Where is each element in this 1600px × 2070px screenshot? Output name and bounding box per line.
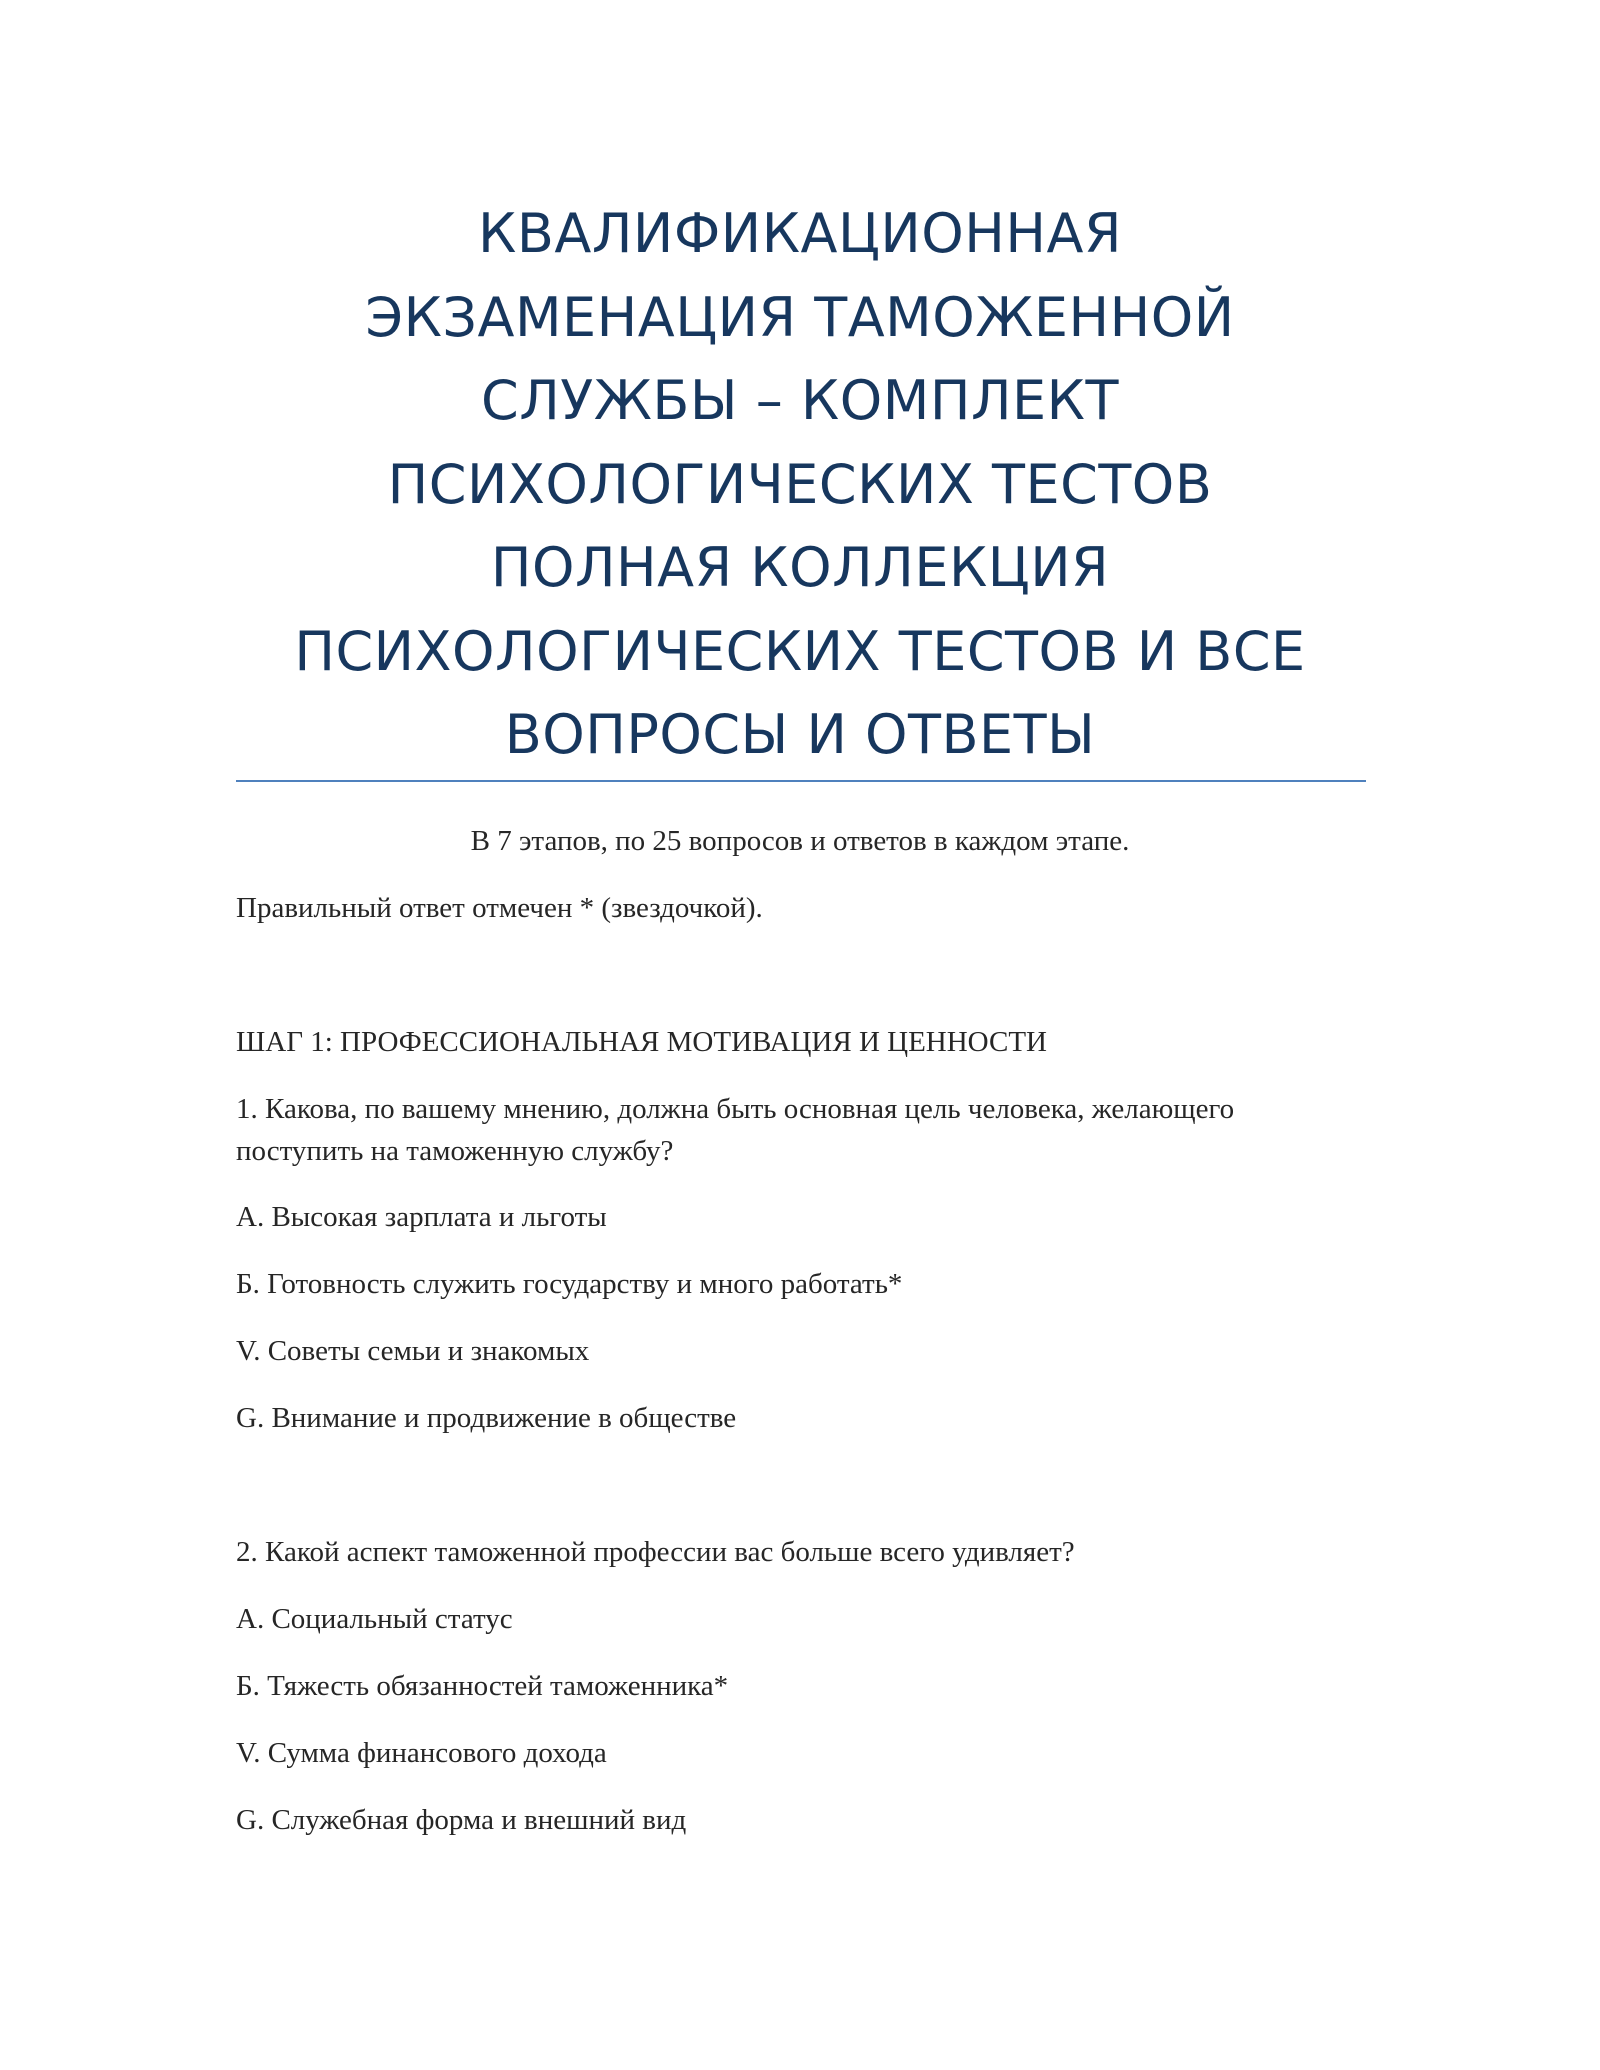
question-2-option-a: А. Социальный статус: [236, 1603, 513, 1635]
question-2-option-b: Б. Тяжесть обязанностей таможенника*: [236, 1670, 729, 1702]
question-2-option-v: V. Сумма финансового дохода: [236, 1737, 607, 1769]
title-line: КВАЛИФИКАЦИОННАЯ: [478, 202, 1122, 265]
question-1-option-g: G. Внимание и продвижение в обществе: [236, 1402, 737, 1434]
question-2-option-g: G. Служебная форма и внешний вид: [236, 1804, 687, 1836]
question-1-text: [236, 1088, 1234, 1172]
title-line: ПОЛНАЯ КОЛЛЕКЦИЯ: [490, 536, 1110, 599]
title-line: ПСИХОЛОГИЧЕСКИХ ТЕСТОВ: [387, 452, 1213, 516]
question-1-option-v: V. Советы семьи и знакомых: [236, 1335, 590, 1367]
intro-text: В 7 этапов, по 25 вопросов и ответов в каждом этапе.: [470, 825, 1130, 857]
question-1-option-b: Б. Готовность служить государству и много работать*: [236, 1268, 903, 1300]
question-line: поступить на таможенную службу?: [236, 1135, 674, 1167]
question-2-text: 2. Какой аспект таможенной профессии вас больше всего удивляет?: [236, 1536, 1075, 1568]
title-line: СЛУЖБЫ – КОМПЛЕКТ: [481, 369, 1119, 432]
title-divider: [236, 780, 1366, 782]
title-line: ВОПРОСЫ И ОТВЕТЫ: [504, 703, 1096, 766]
title-line: ПСИХОЛОГИЧЕСКИХ ТЕСТОВ И ВСЕ: [294, 619, 1306, 683]
question-1-option-a: А. Высокая зарплата и льготы: [236, 1201, 607, 1233]
question-line: 1. Какова, по вашему мнению, должна быть основная цель человека, желающего: [236, 1093, 1235, 1125]
title-line: ЭКЗАМЕНАЦИЯ ТАМОЖЕННОЙ: [365, 285, 1235, 349]
answer-note: Правильный ответ отмечен * (звездочкой).: [236, 892, 763, 924]
document-title: [236, 192, 1364, 777]
step-heading: ШАГ 1: ПРОФЕССИОНАЛЬНАЯ МОТИВАЦИЯ И ЦЕННОСТИ: [236, 1026, 1047, 1058]
